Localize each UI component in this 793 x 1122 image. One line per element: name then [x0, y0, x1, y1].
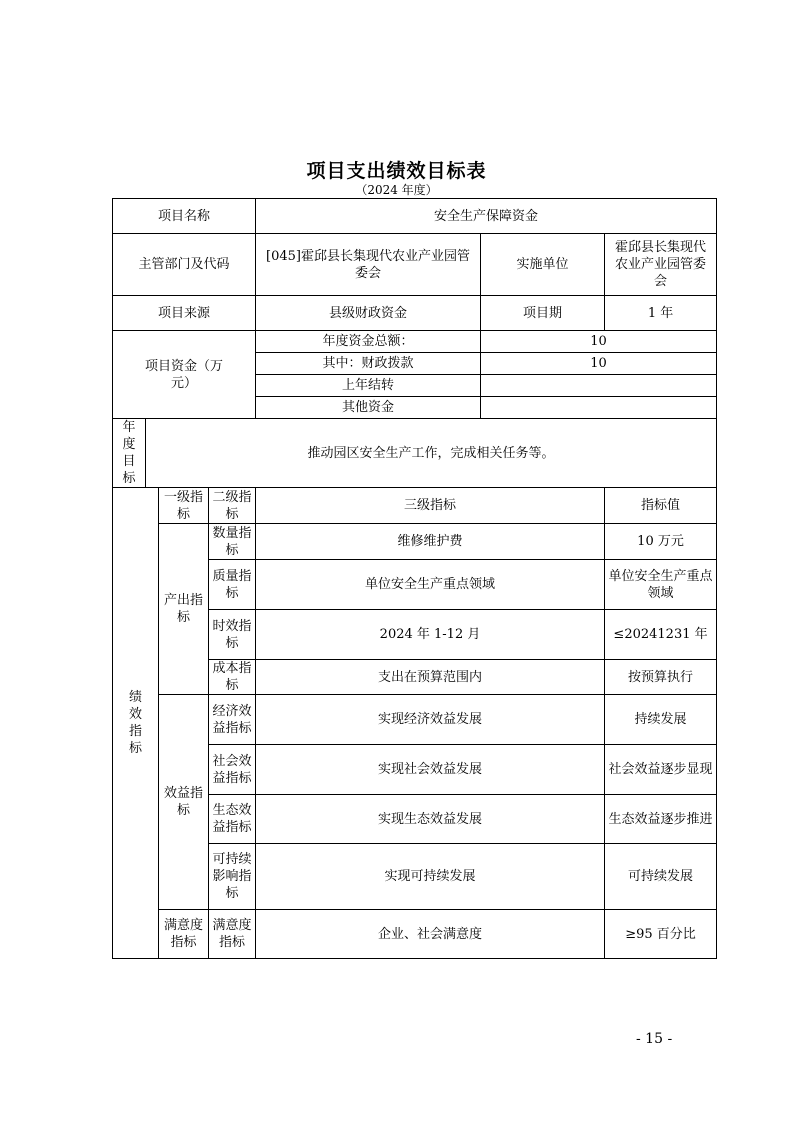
performance-label: 绩效指标	[113, 488, 159, 959]
dept-label: 主管部门及代码	[113, 234, 256, 296]
level2-cell: 满意度指标	[209, 910, 256, 959]
level2-cell: 经济效益指标	[209, 695, 256, 745]
performance-target-table	[112, 198, 717, 959]
header-value: 指标值	[605, 488, 717, 524]
value-cell: 单位安全生产重点领域	[605, 560, 717, 610]
value-cell: 生态效益逐步推进	[605, 795, 717, 844]
value-cell: 持续发展	[605, 695, 717, 745]
funds-total-label: 年度资金总额：	[256, 331, 481, 353]
period-value: 1 年	[605, 296, 717, 331]
funds-fiscal-label: 其中：财政拨款	[256, 353, 481, 375]
value-cell: 10 万元	[605, 524, 717, 560]
source-label: 项目来源	[113, 296, 256, 331]
value-cell: ≤20241231 年	[605, 610, 717, 660]
page-number: - 15 -	[636, 1031, 673, 1047]
level2-cell: 社会效益指标	[209, 745, 256, 795]
impl-unit-label: 实施单位	[481, 234, 605, 296]
level3-cell: 企业、社会满意度	[256, 910, 605, 959]
level2-cell: 数量指标	[209, 524, 256, 560]
period-label: 项目期	[481, 296, 605, 331]
funds-other-value	[481, 397, 717, 419]
header-level1: 一级指标	[159, 488, 209, 524]
funds-carryover-label: 上年结转	[256, 375, 481, 397]
level2-cell: 质量指标	[209, 560, 256, 610]
page-title: 项目支出绩效目标表	[306, 160, 487, 182]
level3-cell: 2024 年 1-12 月	[256, 610, 605, 660]
project-name-value: 安全生产保障资金	[256, 199, 717, 234]
value-cell: 可持续发展	[605, 844, 717, 910]
level3-cell: 实现可持续发展	[256, 844, 605, 910]
value-cell: 按预算执行	[605, 660, 717, 695]
funds-other-label: 其他资金	[256, 397, 481, 419]
impl-unit-value: 霍邱县长集现代农业产业园管委会	[605, 234, 717, 296]
level2-cell: 时效指标	[209, 610, 256, 660]
level3-cell: 实现经济效益发展	[256, 695, 605, 745]
level2-cell: 成本指标	[209, 660, 256, 695]
level3-cell: 实现生态效益发展	[256, 795, 605, 844]
annual-goal-text: 推动园区安全生产工作，完成相关任务等。	[146, 419, 717, 488]
output-indicator-label: 产出指标	[159, 524, 209, 695]
header-level2: 二级指标	[209, 488, 256, 524]
level3-cell: 维修维护费	[256, 524, 605, 560]
page-subtitle: （2024 年度）	[355, 183, 438, 197]
source-value: 县级财政资金	[256, 296, 481, 331]
level3-cell: 支出在预算范围内	[256, 660, 605, 695]
annual-goal-label: 年度目标	[113, 419, 146, 488]
funds-total-value: 10	[481, 331, 717, 353]
benefit-indicator-label: 效益指标	[159, 695, 209, 910]
level2-cell: 生态效益指标	[209, 795, 256, 844]
level3-cell: 实现社会效益发展	[256, 745, 605, 795]
dept-value: [045]霍邱县长集现代农业产业园管委会	[256, 234, 481, 296]
header-level3: 三级指标	[256, 488, 605, 524]
funds-label: 项目资金（万元）	[113, 331, 256, 419]
funds-fiscal-value: 10	[481, 353, 717, 375]
level2-cell: 可持续影响指标	[209, 844, 256, 910]
value-cell: 社会效益逐步显现	[605, 745, 717, 795]
funds-carryover-value	[481, 375, 717, 397]
value-cell: ≥95 百分比	[605, 910, 717, 959]
level3-cell: 单位安全生产重点领域	[256, 560, 605, 610]
project-name-label: 项目名称	[113, 199, 256, 234]
satisfaction-indicator-label: 满意度指标	[159, 910, 209, 959]
